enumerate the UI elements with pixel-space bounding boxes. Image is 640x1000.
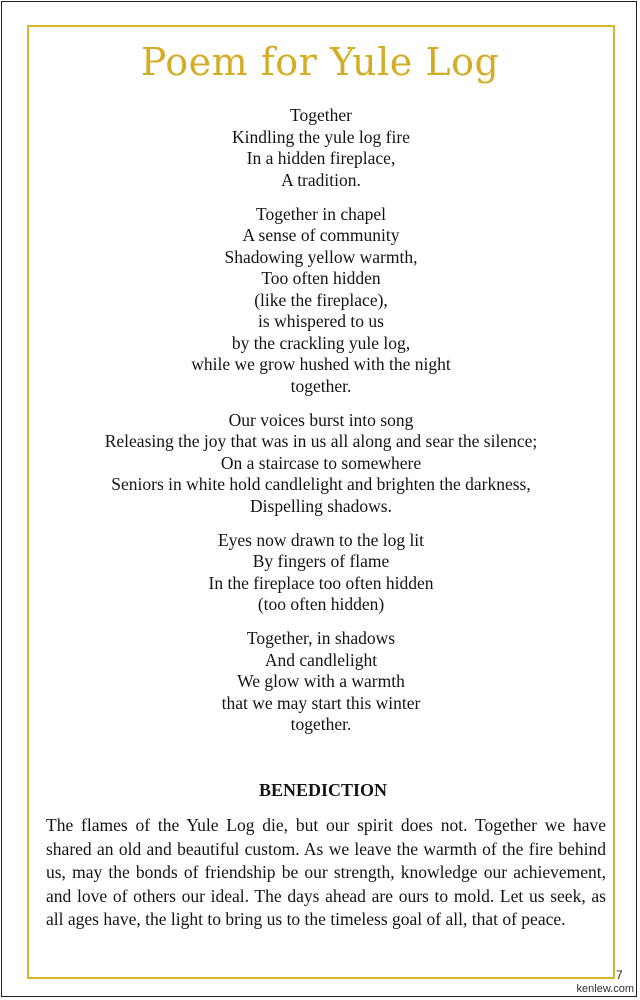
poem-body — [32, 105, 610, 748]
poem-line: Shadowing yellow warmth, — [224, 246, 418, 267]
benediction-text: The flames of the Yule Log die, but our spirit does not. Together we have shared an old and beautiful custom. As we leave the warmth of the fire behind us, may the bonds of friendship be our strength, knowledge our achievement, and love of others our ideal. The days ahead are ours to mold. Let us seek, as all ages have, the light to bring us to the timeless goal of all, that of peace. — [46, 815, 606, 929]
poem-title: Poem for Yule Log — [140, 40, 500, 84]
stanza-5 — [32, 628, 610, 736]
poem-line: And candlelight — [264, 649, 378, 670]
poem-line: Releasing the joy that was in us all along and sear the silence; — [104, 431, 538, 451]
poem-line: In the fireplace too often hidden — [208, 572, 434, 593]
stanza-1 — [32, 105, 610, 191]
poem-line: Eyes now drawn to the log lit — [217, 529, 425, 550]
poem-line: (like the fireplace), — [254, 289, 388, 310]
poem-line: Dispelling shadows. — [250, 495, 392, 516]
poem-line: By fingers of flame — [252, 551, 390, 571]
poem-line: is whispered to us — [258, 311, 384, 331]
poem-line: Together — [290, 105, 352, 125]
watermark: kenlew.com — [576, 983, 634, 995]
poem-line: while we grow hushed with the night — [191, 354, 451, 374]
poem-line: We glow with a warmth — [237, 671, 405, 691]
stanza-4 — [32, 530, 610, 616]
poem-line: Our voices burst into song — [228, 409, 414, 430]
poem-line: A tradition. — [281, 169, 361, 190]
poem-line: together. — [290, 714, 352, 734]
page-number: 7 — [616, 968, 623, 982]
stanza-3 — [32, 410, 610, 518]
poem-line: Kindling the yule log fire — [232, 126, 410, 147]
poem-line: Too often hidden — [261, 268, 381, 288]
benediction-heading: BENEDICTION — [258, 780, 388, 800]
poem-line: Together in chapel — [256, 203, 386, 224]
poem-line: A sense of community — [242, 225, 400, 245]
poem-line: that we may start this winter — [221, 692, 421, 713]
poem-line: by the crackling yule log, — [231, 332, 411, 353]
poem-line: Together, in shadows — [246, 628, 396, 648]
poem-line: Seniors in white hold candlelight and brighten the darkness, — [111, 474, 531, 494]
poem-line: together. — [290, 375, 352, 396]
poem-line: On a staircase to somewhere — [220, 452, 422, 473]
poem-line: (too often hidden) — [257, 594, 385, 614]
stanza-2 — [32, 204, 610, 398]
poem-line: In a hidden fireplace, — [246, 148, 396, 168]
